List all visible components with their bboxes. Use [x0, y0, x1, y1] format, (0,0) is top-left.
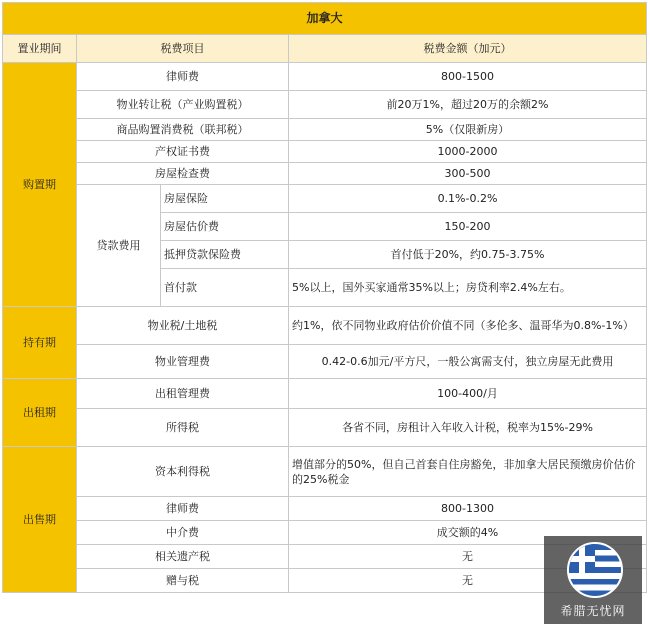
table-row [3, 185, 647, 213]
header-period: 置业期间 [3, 35, 77, 63]
watermark-badge [544, 536, 642, 624]
period-holding: 持有期 [3, 307, 77, 379]
amount-cell: 0.42-0.6加元/平方尺，一般公寓需支付，独立房屋无此费用 [289, 345, 647, 379]
title-row [3, 3, 647, 35]
item-cell: 物业税/土地税 [77, 307, 289, 345]
period-purchase: 购置期 [3, 63, 77, 307]
amount-cell: 前20万1%，超过20万的余额2% [289, 91, 647, 119]
period-rental: 出租期 [3, 379, 77, 447]
table-row [3, 91, 647, 119]
header-amount: 税费金额（加元） [289, 35, 647, 63]
item-cell: 赠与税 [77, 569, 289, 593]
item-cell: 相关遗产税 [77, 545, 289, 569]
item-cell: 资本利得税 [77, 447, 289, 497]
table-row [3, 447, 647, 497]
amount-cell: 800-1500 [289, 63, 647, 91]
item-cell: 首付款 [161, 269, 289, 307]
item-cell: 物业转让税（产业购置税） [77, 91, 289, 119]
item-cell: 所得税 [77, 409, 289, 447]
header-row [3, 35, 647, 63]
table-row [3, 497, 647, 521]
period-sale: 出售期 [3, 447, 77, 593]
canada-property-fee-table [2, 2, 647, 593]
header-item: 税费项目 [77, 35, 289, 63]
table-row [3, 163, 647, 185]
item-cell: 中介费 [77, 521, 289, 545]
table-row [3, 119, 647, 141]
amount-cell: 100-400/月 [289, 379, 647, 409]
item-cell: 产权证书费 [77, 141, 289, 163]
amount-cell: 1000-2000 [289, 141, 647, 163]
amount-cell: 各省不同，房租计入年收入计税，税率为15%-29% [289, 409, 647, 447]
amount-cell: 150-200 [289, 213, 647, 241]
item-cell: 房屋估价费 [161, 213, 289, 241]
amount-cell: 800-1300 [289, 497, 647, 521]
table-row [3, 409, 647, 447]
item-cell: 商品购置消费税（联邦税） [77, 119, 289, 141]
item-cell: 律师费 [77, 63, 289, 91]
table-row [3, 345, 647, 379]
loan-group-label: 贷款费用 [77, 185, 161, 307]
item-cell: 房屋检查费 [77, 163, 289, 185]
amount-cell: 增值部分的50%，但自己首套自住房豁免，非加拿大居民预缴房价估价的25%税金 [289, 447, 647, 497]
amount-cell: 约1%，依不同物业政府估价价值不同（多伦多、温哥华为0.8%-1%） [289, 307, 647, 345]
amount-cell: 无 [289, 545, 647, 569]
amount-cell: 首付低于20%，约0.75-3.75% [289, 241, 647, 269]
table-row [3, 63, 647, 91]
amount-cell: 成交额的4% [289, 521, 647, 545]
table-row [3, 141, 647, 163]
item-cell: 房屋保险 [161, 185, 289, 213]
amount-cell: 0.1%-0.2% [289, 185, 647, 213]
watermark-text: 希腊无忧网 [560, 604, 626, 618]
greece-flag-icon [567, 542, 623, 598]
item-cell: 抵押贷款保险费 [161, 241, 289, 269]
amount-cell: 无 [289, 569, 647, 593]
table-row [3, 307, 647, 345]
item-cell: 律师费 [77, 497, 289, 521]
item-cell: 出租管理费 [77, 379, 289, 409]
item-cell: 物业管理费 [77, 345, 289, 379]
amount-cell: 300-500 [289, 163, 647, 185]
amount-cell: 5%（仅限新房） [289, 119, 647, 141]
table-title: 加拿大 [3, 3, 647, 35]
amount-cell: 5%以上，国外买家通常35%以上；房贷利率2.4%左右。 [289, 269, 647, 307]
table-row [3, 379, 647, 409]
